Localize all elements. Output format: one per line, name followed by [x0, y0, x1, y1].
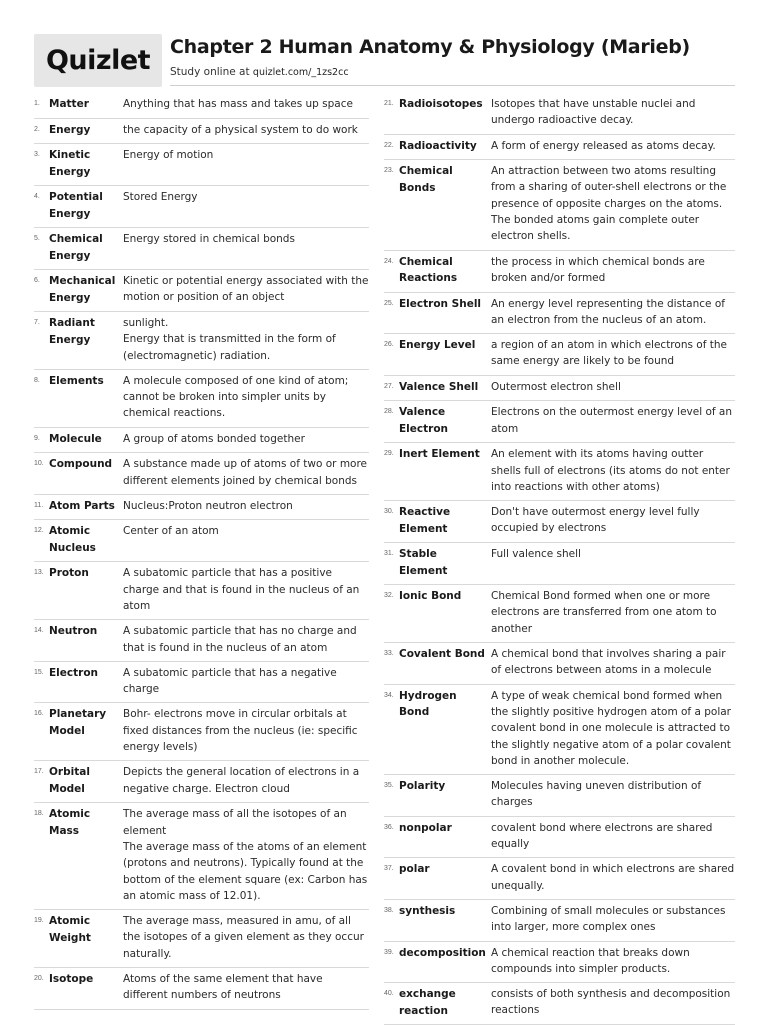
- term-row: [384, 942, 735, 984]
- term-label: Chemical Bonds: [399, 165, 453, 194]
- term-definition: Full valence shell: [491, 548, 581, 561]
- term-row: [384, 900, 735, 942]
- term-row: [34, 428, 369, 454]
- term-label: Reactive Element: [399, 506, 451, 535]
- term-number: 28.: [384, 408, 394, 416]
- quizlet-logo: [34, 34, 162, 87]
- term-number: 34.: [384, 691, 394, 699]
- term-definition: Nucleus:Proton neutron electron: [123, 499, 293, 512]
- term-label: Radiant Energy: [49, 317, 95, 346]
- term-number: 2.: [34, 125, 40, 133]
- term-number: 37.: [384, 865, 394, 873]
- term-label: Electron Shell: [399, 297, 482, 310]
- term-definition: Outermost electron shell: [491, 380, 621, 393]
- term-definition: Depicts the general location of electrons in a negative charge. Electron cloud: [123, 766, 360, 795]
- term-row: [34, 186, 369, 228]
- term-number: 6.: [34, 277, 40, 284]
- term-label: Planetary Model: [49, 708, 107, 737]
- term-row: [34, 520, 369, 562]
- term-number: 1.: [34, 100, 40, 107]
- term-label: Hydrogen Bond: [399, 689, 457, 719]
- term-definition: covalent bond where electrons are shared equally: [491, 821, 713, 851]
- term-definition: Bohr- electrons move in circular orbitals at fixed distances from the nucleus (ie: specific energy levels): [123, 708, 358, 754]
- term-definition: consists of both synthesis and decomposition reactions: [491, 988, 731, 1017]
- term-definition: A substance made up of atoms of two or more different elements joined by chemical bonds: [123, 458, 368, 487]
- term-row: [384, 401, 735, 443]
- term-label: Elements: [49, 374, 104, 387]
- term-definition: Chemical Bond formed when one or more electrons are transferred from one atom to another: [491, 590, 717, 635]
- term-definition: the process in which chemical bonds are broken and/or formed: [491, 255, 705, 284]
- term-definition: A subatomic particle that has a negative charge: [123, 666, 337, 696]
- term-definition: An element with its atoms having outter shells full of electrons (its atoms do not enter into reactions with other atoms): [491, 448, 730, 493]
- term-definition: Molecules having uneven distribution of charges: [491, 780, 702, 809]
- term-row: [34, 119, 369, 145]
- term-row: [384, 160, 735, 250]
- term-row: [34, 93, 369, 119]
- term-row: [384, 983, 735, 1025]
- term-definition: An energy level representing the distance of an electron from the nucleus of an atom.: [491, 297, 725, 326]
- term-row: [384, 585, 735, 643]
- term-number: 33.: [384, 650, 394, 658]
- term-label: Orbital Model: [49, 766, 90, 795]
- term-row: [384, 334, 735, 376]
- term-row: [34, 562, 369, 620]
- term-number: 32.: [384, 592, 394, 600]
- term-row: [384, 543, 735, 585]
- term-definition: Electrons on the outermost energy level of an atom: [491, 406, 733, 435]
- term-row: [384, 135, 735, 161]
- term-label: Compound: [49, 458, 113, 471]
- term-definition: Center of an atom: [123, 525, 219, 538]
- page-title: Chapter 2 Human Anatomy & Physiology (Marieb): [170, 36, 690, 58]
- term-definition: A chemical bond that involves sharing a pair of electrons between atoms in a molecule: [491, 648, 726, 677]
- term-row: [384, 293, 735, 335]
- term-definition: A form of energy released as atoms decay.: [491, 139, 716, 152]
- term-row: [384, 775, 735, 817]
- term-row: [34, 620, 369, 662]
- term-row: [34, 270, 369, 312]
- term-label: Atomic Weight: [49, 915, 91, 944]
- study-online-line: [170, 66, 349, 78]
- term-row: [34, 453, 369, 495]
- study-online-link[interactable]: quizlet.com/_1zs2cc: [252, 67, 349, 78]
- term-row: [384, 643, 735, 685]
- term-number: 9.: [34, 434, 40, 442]
- term-label: Potential Energy: [49, 191, 103, 220]
- term-number: 10.: [34, 460, 44, 468]
- term-label: Molecule: [49, 432, 102, 445]
- term-number: 38.: [384, 906, 394, 914]
- term-label: Chemical Reactions: [399, 255, 458, 285]
- term-definition: A chemical reaction that breaks down compounds into simpler products.: [491, 946, 690, 975]
- term-row: [34, 144, 369, 186]
- term-number: 8.: [34, 376, 40, 384]
- term-label: Proton: [49, 567, 89, 580]
- term-number: 14.: [34, 627, 44, 635]
- left-term-column: [34, 93, 369, 1010]
- term-label: Radioactivity: [399, 139, 477, 152]
- term-number: 3.: [34, 151, 40, 158]
- term-definition: Atoms of the same element that have different numbers of neutrons: [123, 973, 323, 1002]
- term-number: 39.: [384, 948, 394, 956]
- term-number: 12.: [34, 527, 44, 535]
- term-number: 22.: [384, 141, 394, 149]
- term-number: 29.: [384, 450, 394, 458]
- term-row: [384, 858, 735, 900]
- logo-text: Quizlet: [45, 45, 151, 76]
- term-label: Isotope: [49, 973, 94, 986]
- term-label: Kinetic Energy: [49, 149, 91, 178]
- term-definition: A subatomic particle that has a positive charge and that is found in the nucleus of an atom: [123, 567, 360, 612]
- term-row: [34, 662, 369, 704]
- term-definition: Combining of small molecules or substances into larger, more complex ones: [491, 904, 726, 934]
- right-term-column: [384, 93, 735, 1025]
- term-row: [34, 803, 369, 910]
- term-label: Energy Level: [399, 339, 476, 352]
- term-row: [384, 376, 735, 402]
- term-definition: a region of an atom in which electrons of the same energy are likely to be found: [491, 339, 727, 368]
- term-row: [384, 443, 735, 501]
- term-definition: Anything that has mass and takes up space: [123, 98, 353, 110]
- term-number: 35.: [384, 782, 394, 790]
- term-row: [34, 312, 369, 370]
- term-label: Electron: [49, 666, 99, 679]
- term-number: 15.: [34, 668, 44, 676]
- term-definition: A covalent bond in which electrons are shared unequally.: [491, 863, 735, 892]
- term-definition: A subatomic particle that has no charge and that is found in the nucleus of an atom: [123, 625, 357, 654]
- term-label: Atomic Nucleus: [49, 525, 96, 554]
- term-label: Stable Element: [399, 548, 448, 577]
- term-number: 7.: [34, 319, 40, 326]
- term-definition: Isotopes that have unstable nuclei and undergo radioactive decay.: [491, 98, 696, 127]
- term-row: [384, 817, 735, 859]
- term-label: Polarity: [399, 780, 446, 793]
- term-number: 5.: [34, 235, 40, 242]
- term-definition: the capacity of a physical system to do work: [123, 123, 358, 136]
- term-row: [384, 93, 735, 135]
- term-label: Covalent Bond: [399, 648, 485, 661]
- term-row: [34, 495, 369, 521]
- term-number: 27.: [384, 382, 394, 390]
- term-label: polar: [399, 863, 430, 876]
- term-number: 4.: [34, 193, 40, 200]
- term-row: [384, 501, 735, 543]
- term-number: 13.: [34, 569, 44, 577]
- term-definition: Don't have outermost energy level fully occupied by electrons: [491, 506, 700, 535]
- term-label: Chemical Energy: [49, 233, 103, 262]
- term-row: [384, 685, 735, 775]
- term-row: [34, 370, 369, 428]
- term-number: 36.: [384, 823, 394, 831]
- term-label: decomposition: [399, 946, 486, 959]
- term-row: [34, 761, 369, 803]
- term-row: [34, 228, 369, 270]
- term-number: 19.: [34, 917, 44, 925]
- term-row: [34, 703, 369, 761]
- term-label: Neutron: [49, 625, 98, 638]
- term-label: Atomic Mass: [49, 808, 91, 837]
- term-number: 23.: [384, 167, 394, 175]
- term-row: [34, 968, 369, 1010]
- header-divider: [170, 85, 735, 86]
- term-definition: A group of atoms bonded together: [123, 432, 305, 445]
- term-label: Inert Element: [399, 448, 480, 461]
- term-number: 40.: [384, 990, 394, 998]
- term-label: nonpolar: [399, 821, 452, 834]
- term-number: 16.: [34, 710, 44, 718]
- term-label: exchange reaction: [399, 988, 456, 1017]
- term-number: 25.: [384, 299, 394, 307]
- term-definition: sunlight. Energy that is transmitted in the form of (electromagnetic) radiation.: [123, 317, 336, 362]
- subtitle-prefix: Study online at: [170, 66, 253, 78]
- term-label: Ionic Bond: [399, 590, 462, 603]
- term-number: 18.: [34, 810, 44, 818]
- term-label: Valence Electron: [399, 406, 449, 435]
- term-definition: A type of weak chemical bond formed when the slightly positive hydrogen atom of a polar covalent bond in one molecule is attracted to the slightly negative atom of a polar covalent bond in another molecule.: [491, 689, 731, 767]
- term-number: 31.: [384, 550, 394, 558]
- term-label: Valence Shell: [399, 380, 479, 393]
- term-label: Mechanical Energy: [49, 275, 116, 304]
- term-definition: A molecule composed of one kind of atom; cannot be broken into simpler units by chemical reactions.: [123, 374, 349, 420]
- term-number: 17.: [34, 768, 44, 776]
- term-definition: Energy stored in chemical bonds: [123, 233, 295, 245]
- term-label: synthesis: [399, 904, 456, 917]
- term-number: 11.: [34, 501, 44, 509]
- term-label: Matter: [49, 98, 89, 110]
- term-definition: Energy of motion: [123, 149, 214, 161]
- term-row: [384, 251, 735, 293]
- term-label: Energy: [49, 123, 91, 136]
- term-definition: Stored Energy: [123, 191, 198, 203]
- term-number: 26.: [384, 341, 394, 349]
- term-number: 21.: [384, 100, 394, 107]
- term-row: [34, 910, 369, 968]
- term-label: Atom Parts: [49, 499, 115, 512]
- term-number: 24.: [384, 257, 394, 265]
- term-number: 30.: [384, 508, 394, 516]
- term-definition: An attraction between two atoms resulting from a sharing of outer-shell electrons or the presence of opposite charges on the atoms. The bonded atoms gain complete outer electron shells.: [491, 165, 727, 243]
- term-number: 20.: [34, 975, 44, 983]
- term-label: Radioisotopes: [399, 98, 483, 110]
- term-definition: Kinetic or potential energy associated with the motion or position of an object: [123, 275, 369, 304]
- term-definition: The average mass of all the isotopes of an element The average mass of the atoms of an element (protons and neutrons). Typically found at the bottom of the element square (ex: Carbon has an atomic mass of 12.01).: [123, 808, 368, 902]
- term-definition: The average mass, measured in amu, of all the isotopes of a given element as they occur naturally.: [123, 915, 364, 960]
